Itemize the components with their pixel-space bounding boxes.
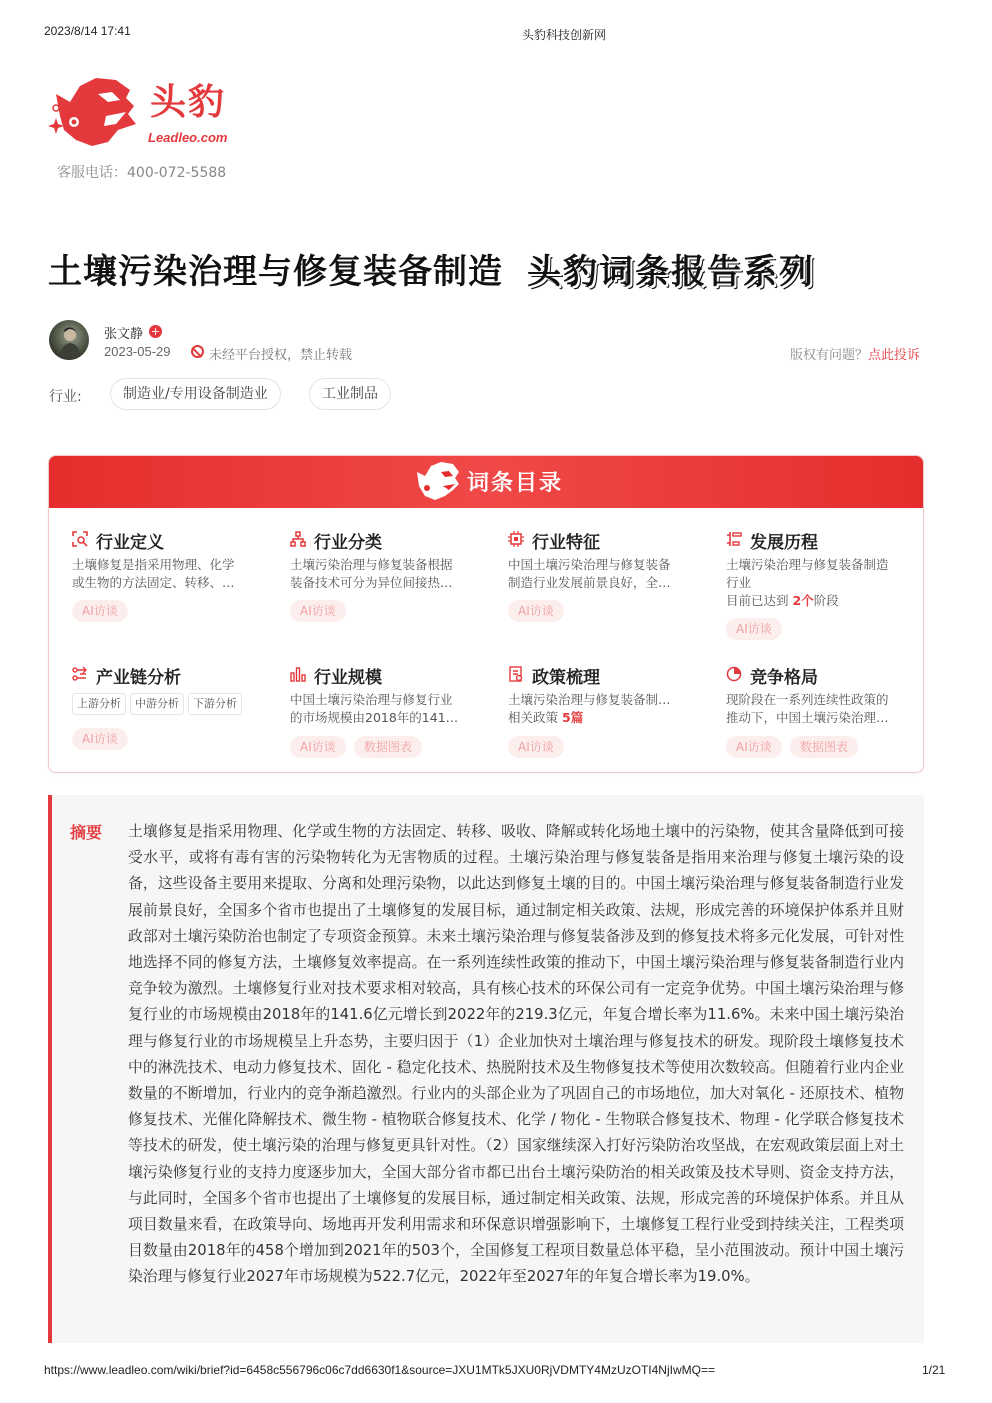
timeline-icon — [726, 531, 742, 547]
toc-item-definition[interactable] — [72, 528, 272, 628]
toc-banner — [49, 456, 924, 508]
leopard-icon — [411, 460, 461, 504]
desc-line: 的市场规模由2018年的141… — [290, 710, 459, 725]
report-complaint-link[interactable]: 点此投诉 — [868, 348, 921, 363]
page-number: 1/21 — [922, 1363, 946, 1377]
toc-item-desc — [508, 556, 688, 592]
leopard-logo-icon — [46, 72, 142, 152]
desc-line: 行业 — [726, 575, 752, 590]
policy-count: 5篇 — [562, 710, 584, 725]
toc-item-title: 政策梳理 — [532, 668, 600, 688]
abstract-accent-bar — [48, 795, 52, 1343]
reprint-notice: 未经平台授权，禁止转载 — [209, 348, 353, 363]
toc-item-title: 发展历程 — [750, 533, 818, 553]
desc-line: 装备技术可分为异位间接热… — [290, 575, 453, 590]
toc-item-desc — [726, 691, 906, 727]
toc-item-desc — [290, 556, 470, 592]
print-header — [0, 24, 992, 44]
toc-item-title: 行业规模 — [314, 668, 382, 688]
hierarchy-icon — [290, 531, 306, 547]
toc-item-title: 竞争格局 — [750, 668, 818, 688]
desc-line: 土壤修复是指采用物理、化学 — [72, 557, 235, 572]
author-avatar[interactable] — [49, 320, 89, 360]
author-name[interactable]: 张文静 — [104, 327, 144, 342]
leadleo-logo[interactable] — [46, 72, 286, 152]
ai-interview-button[interactable]: AI访谈 — [290, 600, 346, 622]
desc-line: 现阶段在一系列连续性政策的 — [726, 692, 889, 707]
toc-item-desc — [726, 556, 906, 610]
toc-item-title: 行业分类 — [314, 533, 382, 553]
toc-item-competition[interactable] — [726, 663, 924, 763]
abstract-label: 摘要 — [70, 823, 103, 842]
toc-item-desc — [72, 556, 252, 592]
print-site-title: 头豹科技创新网 — [522, 28, 607, 42]
search-document-icon — [72, 531, 88, 547]
desc-line: 土壤污染治理与修复装备制造 — [726, 557, 889, 572]
toc-item-value-chain[interactable] — [72, 663, 272, 753]
customer-service-hotline: 客服电话：400-072-5588 — [57, 165, 227, 181]
policy-prefix: 相关政策 — [508, 710, 559, 725]
toc-item-desc — [508, 691, 688, 727]
flow-icon — [72, 666, 88, 682]
data-chart-button[interactable]: 数据图表 — [354, 736, 422, 758]
downstream-analysis-tag[interactable]: 下游分析 — [188, 693, 242, 715]
footer-url: https://www.leadleo.com/wiki/brief?id=6458c556796c06c7dd6630f1&source=JXU1MTk5JXU0RjVDMTY4MzUzOTI4NjIwMQ== — [44, 1363, 715, 1377]
publish-date: 2023-05-29 — [104, 344, 171, 359]
page-title — [48, 244, 815, 293]
policy-line — [508, 709, 688, 727]
prohibited-icon — [191, 345, 204, 358]
person-photo-icon — [49, 320, 89, 360]
desc-line: 土壤污染治理与修复装备根据 — [290, 557, 453, 572]
bar-chart-icon — [290, 666, 306, 682]
desc-line: 制造行业发展前景良好，全… — [508, 575, 671, 590]
table-of-contents — [48, 455, 924, 773]
toc-item-market-size[interactable] — [290, 663, 490, 763]
desc-line: 推动下，中国土壤污染治理… — [726, 710, 889, 725]
ai-interview-button[interactable]: AI访谈 — [72, 728, 128, 750]
midstream-analysis-tag[interactable]: 中游分析 — [130, 693, 184, 715]
toc-item-title: 行业特征 — [532, 533, 600, 553]
pie-chart-icon — [726, 666, 742, 682]
toc-item-policy[interactable] — [508, 663, 708, 763]
report-series: 头豹词条报告系列 — [527, 252, 815, 292]
desc-line: 中国土壤污染治理与修复装备 — [508, 557, 671, 572]
industry-label: 行业: — [49, 389, 82, 405]
industry-tag[interactable]: 制造业/专用设备制造业 — [110, 378, 281, 410]
abstract-text: 土壤修复是指采用物理、化学或生物的方法固定、转移、吸收、降解或转化场地土壤中的污染物，使其含量降低到可接受水平，或将有毒有害的污染物转化为无害物质的过程。土壤污染治理与修复装备是指用来治理与修复土壤污染的设备，这些设备主要用来提取、分离和处理污染物，以此达到修复土壤的目的。中国土壤污染治理与修复装备制造行业发展前景良好，全国多个省市也提出了土壤修复的发展目标，通过制定相关政策、法规，形成完善的环境保护体系并且财政部对土壤污染防治也制定了专项资金预算。未来土壤污染治理与修复装备涉及到的修复技术将多元化发展，可针对性地选择不同的修复方法，土壤修复效率提高。在一系列连续性政策的推动下，中国土壤污染治理与修复装备制造行业内竞争较为激烈。土壤修复行业对技术要求相对较高，具有核心技术的环保公司有一定竞争优势。中国土壤污染治理与修复行业的市场规模由2018年的141.6亿元增长到2022年的219.3亿元，年复合增长率为11.6%。未来中国土壤污染治理与修复行业的市场规模呈上升态势，主要归因于（1）企业加快对土壤治理与修复技术的研发。现阶段土壤修复技术中的淋洗技术、电动力修复技术、固化 - 稳定化技术、热脱附技术及生物修复技术等使用次数较高。但随着行业内企业数量的不断增加，行业内的竞争渐趋激烈。行业内的头部企业为了巩固自己的市场地位，加大对氧化 - 还原技术、植物修复技术、光催化降解技术、微生物 - 植物联合修复技术、化学 / 物化 - 生物联合修复技术、物理 - 化学联合修复技术等技术的研发，使土壤污染的治理与修复更具针对性。（2）国家继续深入打好污染防治攻坚战，在宏观政策层面上对土壤污染修复行业的支持力度逐步加大，全国大部分省市都已出台土壤污染防治的相关政策及技术导则、资金支持方法，与此同时，全国多个省市也提出了土壤修复的发展目标，通过制定相关政策、法规，形成完善的环境保护体系。并且从项目数量来看，在政策导向、场地再开发利用需求和环保意识增强影响下，土壤修复工程行业受到持续关注，工程类项目数量由2018年的458个增加到2021年的503个，全国修复工程项目数量总体平稳，呈小范围波动。预计中国土壤污染治理与修复行业2027年市场规模为522.7亿元，2022年至2027年的年复合增长率为19.0%。 — [128, 823, 904, 1286]
ai-interview-button[interactable]: AI访谈 — [508, 736, 564, 758]
report-title: 土壤污染治理与修复装备制造 — [48, 252, 503, 292]
toc-item-title: 行业定义 — [96, 533, 164, 553]
stage-prefix: 目前已达到 — [726, 593, 789, 608]
brand-name: 头豹 — [150, 82, 227, 123]
desc-line: 或生物的方法固定、转移、… — [72, 575, 235, 590]
toc-item-title: 产业链分析 — [96, 668, 181, 688]
policy-document-icon — [508, 666, 524, 682]
toc-title: 词条目录 — [467, 471, 564, 496]
stage-suffix: 阶段 — [813, 593, 839, 608]
desc-line: 中国土壤污染治理与修复行业 — [290, 692, 453, 707]
toc-item-characteristics[interactable] — [508, 528, 708, 628]
abstract-section — [48, 795, 924, 1343]
toc-item-history[interactable] — [726, 528, 924, 648]
ai-interview-button[interactable]: AI访谈 — [726, 618, 782, 640]
copyright-question — [790, 344, 920, 363]
ai-interview-button[interactable]: AI访谈 — [508, 600, 564, 622]
stage-line — [726, 592, 906, 610]
desc-line: 土壤污染治理与修复装备制… — [508, 692, 671, 707]
print-datetime: 2023/8/14 17:41 — [44, 24, 131, 38]
verified-badge-icon: + — [150, 325, 161, 338]
upstream-analysis-tag[interactable]: 上游分析 — [72, 693, 126, 715]
toc-item-classification[interactable] — [290, 528, 490, 628]
ai-interview-button[interactable]: AI访谈 — [726, 736, 782, 758]
brand-url: Leadleo.com — [148, 130, 228, 145]
industry-tag[interactable]: 工业制品 — [309, 378, 391, 410]
ai-interview-button[interactable]: AI访谈 — [290, 736, 346, 758]
data-chart-button[interactable]: 数据图表 — [790, 736, 858, 758]
chip-icon — [508, 531, 524, 547]
toc-item-desc — [290, 691, 470, 727]
stage-count: 2个 — [792, 593, 814, 608]
copyright-question-text: 版权有问题？ — [790, 348, 869, 363]
ai-interview-button[interactable]: AI访谈 — [72, 600, 128, 622]
